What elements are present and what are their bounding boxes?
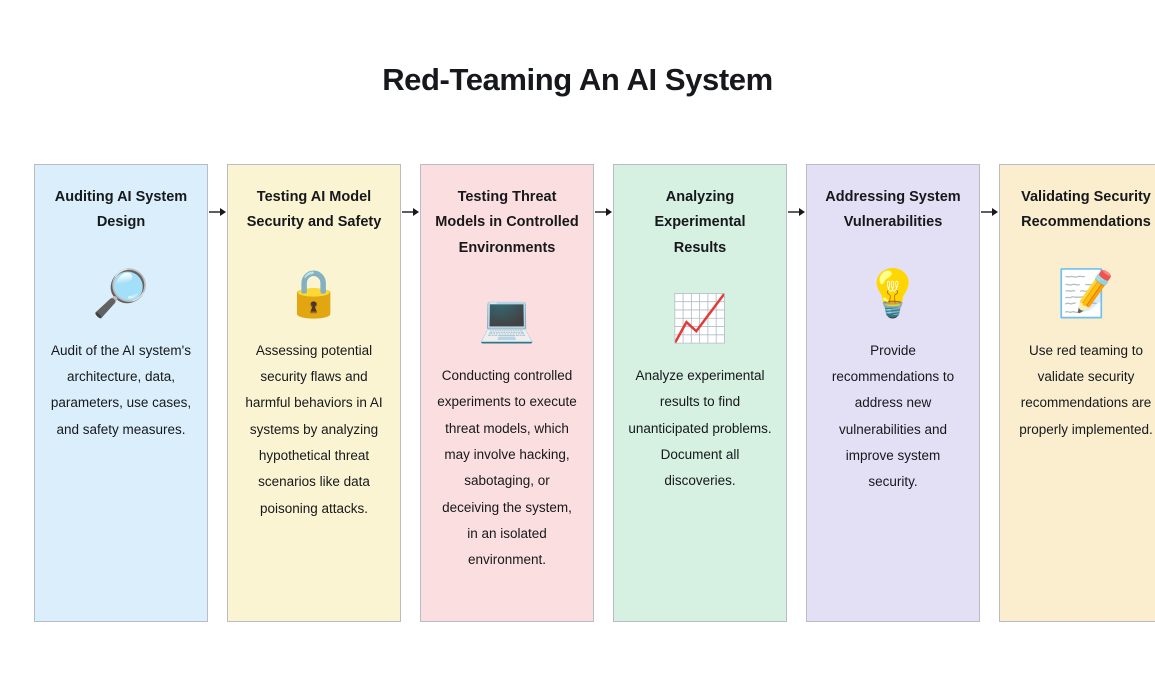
step-description: Analyze experimental results to find unanticipated problems. Document all discoveries. bbox=[628, 368, 772, 489]
step-6 bbox=[999, 164, 1155, 622]
step-5 bbox=[806, 164, 980, 622]
step-3 bbox=[420, 164, 594, 622]
connector-1 bbox=[208, 164, 227, 622]
arrow-right-icon bbox=[208, 164, 227, 622]
step-1 bbox=[34, 164, 208, 622]
step-description: Assessing potential security flaws and harmful behaviors in AI systems by analyzing hypothetical threat scenarios like data poisoning attacks. bbox=[245, 342, 383, 516]
arrow-right-icon bbox=[594, 164, 613, 622]
connector-2 bbox=[401, 164, 420, 622]
step-title: Validating Security Recommendations bbox=[1021, 189, 1151, 231]
step-description: Audit of the AI system's architecture, data, parameters, use cases, and safety measures. bbox=[50, 342, 192, 437]
step-card-addressing-system-vulnerabilities[interactable] bbox=[806, 164, 980, 622]
step-title: Testing AI Model Security and Safety bbox=[246, 189, 382, 231]
process-flow bbox=[34, 164, 1153, 622]
arrow-right-icon bbox=[787, 164, 806, 622]
memo-icon: 📝 bbox=[1057, 266, 1115, 319]
step-card-testing-threat-models-in-controlled-environments[interactable] bbox=[420, 164, 594, 622]
magnifying-glass-icon: 🔎 bbox=[92, 266, 150, 319]
step-title: Auditing AI System Design bbox=[54, 189, 188, 231]
step-description: Use red teaming to validate security recommendations are properly implemented. bbox=[1019, 342, 1153, 437]
step-4 bbox=[613, 164, 787, 622]
connector-3 bbox=[594, 164, 613, 622]
connector-5 bbox=[980, 164, 999, 622]
step-card-validating-security-recommendations[interactable] bbox=[999, 164, 1155, 622]
connector-4 bbox=[787, 164, 806, 622]
step-title: Analyzing Experimental Results bbox=[654, 189, 746, 256]
step-card-auditing-ai-system-design[interactable] bbox=[34, 164, 208, 622]
padlock-icon: 🔒 bbox=[285, 266, 343, 319]
step-2 bbox=[227, 164, 401, 622]
step-description: Provide recommendations to address new vulnerabilities and improve system security. bbox=[831, 342, 955, 490]
step-card-testing-ai-model-security-and-safety[interactable] bbox=[227, 164, 401, 622]
page-title: Red-Teaming An AI System bbox=[382, 62, 773, 97]
step-title: Addressing System Vulnerabilities bbox=[825, 189, 961, 231]
chart-increasing-icon: 📈 bbox=[671, 292, 729, 345]
step-title: Testing Threat Models in Controlled Environments bbox=[435, 189, 579, 256]
step-card-analyzing-experimental-results[interactable] bbox=[613, 164, 787, 622]
arrow-right-icon bbox=[401, 164, 420, 622]
step-description: Conducting controlled experiments to execute threat models, which may involve hacking, sabotaging, or deceiving the system, in an isolated environment. bbox=[437, 368, 577, 568]
laptop-icon: 💻 bbox=[478, 292, 536, 345]
light-bulb-icon: 💡 bbox=[864, 266, 922, 319]
arrow-right-icon bbox=[980, 164, 999, 622]
